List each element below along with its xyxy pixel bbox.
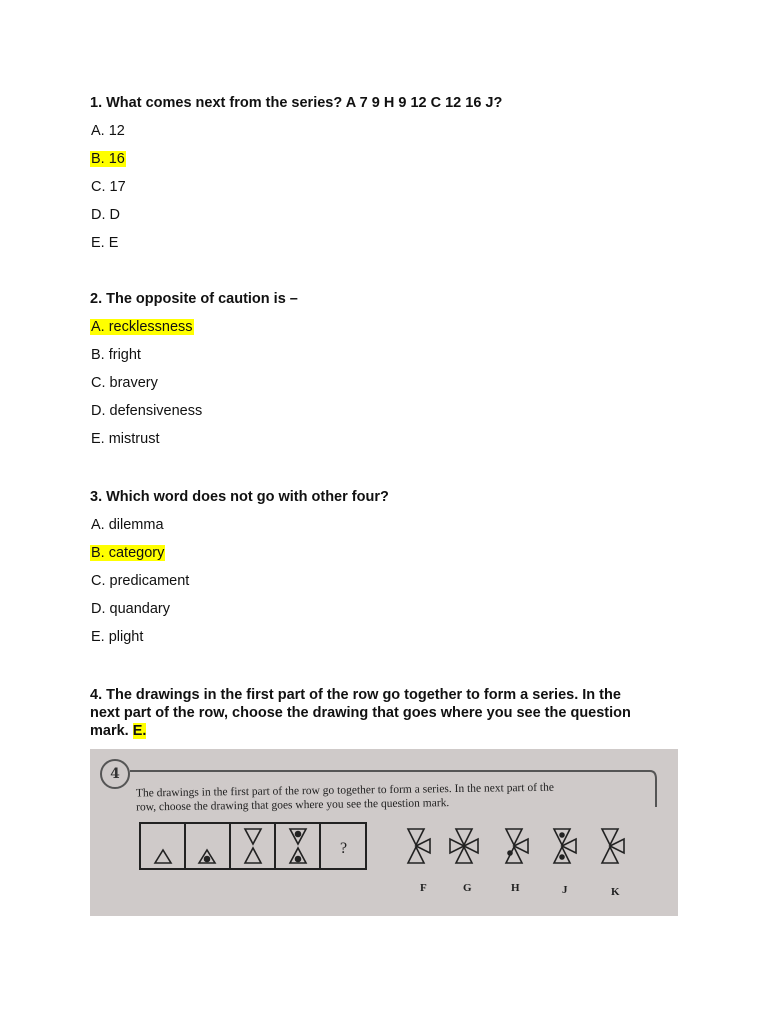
question-1-option-a: A. 12 xyxy=(91,123,125,139)
question-3-option-d: D. quandary xyxy=(91,601,170,617)
photo-instructions: The drawings in the first part of the row go together to form a series. In the next part of the row, choose the drawing that goes where you see the question mark. xyxy=(135,781,555,814)
question-mark-cell: ? xyxy=(340,840,348,857)
question-3 xyxy=(90,488,690,646)
question-4 xyxy=(90,686,690,740)
answer-highlight: A. recklessness xyxy=(91,319,193,335)
series-boxes xyxy=(140,823,366,869)
photo-question-number: 4 xyxy=(100,759,130,789)
choice-label-g: G xyxy=(463,882,472,894)
question-2-option-b: B. fright xyxy=(91,347,141,363)
answer-choice-figures xyxy=(408,829,624,863)
question-3-option-e: E. plight xyxy=(91,629,144,645)
figure-series-drawing xyxy=(90,749,678,916)
question-2 xyxy=(90,290,690,448)
question-1-title: 1. What comes next from the series? A 7 9 H 9 12 C 12 16 J? xyxy=(90,95,503,111)
question-2-option-c: C. bravery xyxy=(91,375,158,391)
bracket-line xyxy=(130,771,656,807)
answer-highlight: B. 16 xyxy=(91,151,125,167)
question-3-option-b xyxy=(90,544,690,562)
question-2-option-e: E. mistrust xyxy=(91,431,160,447)
question-4-title: 4. The drawings in the first part of the row go together to form a series. In the next part of the row, choose the drawing that goes where you see the question mark. E. xyxy=(90,687,631,739)
choice-label-k: K xyxy=(611,886,620,898)
question-4-photo xyxy=(90,749,678,916)
question-3-option-c: C. predicament xyxy=(91,573,190,589)
choice-label-j: J xyxy=(562,884,568,896)
question-2-option-d: D. defensiveness xyxy=(91,403,203,419)
question-1-option-e: E. E xyxy=(91,235,119,251)
question-3-option-a: A. dilemma xyxy=(91,517,164,533)
question-3-title: 3. Which word does not go with other four? xyxy=(90,489,389,505)
question-1-option-c: C. 17 xyxy=(91,179,126,195)
choice-label-f: F xyxy=(420,882,427,894)
question-2-title: 2. The opposite of caution is – xyxy=(90,291,298,307)
choice-label-h: H xyxy=(511,882,520,894)
question-1 xyxy=(90,94,690,252)
answer-highlight: B. category xyxy=(91,545,165,561)
question-2-option-a xyxy=(90,318,690,336)
question-1-option-b xyxy=(90,150,690,168)
answer-highlight: E. xyxy=(132,723,147,739)
question-1-option-d: D. D xyxy=(91,207,120,223)
